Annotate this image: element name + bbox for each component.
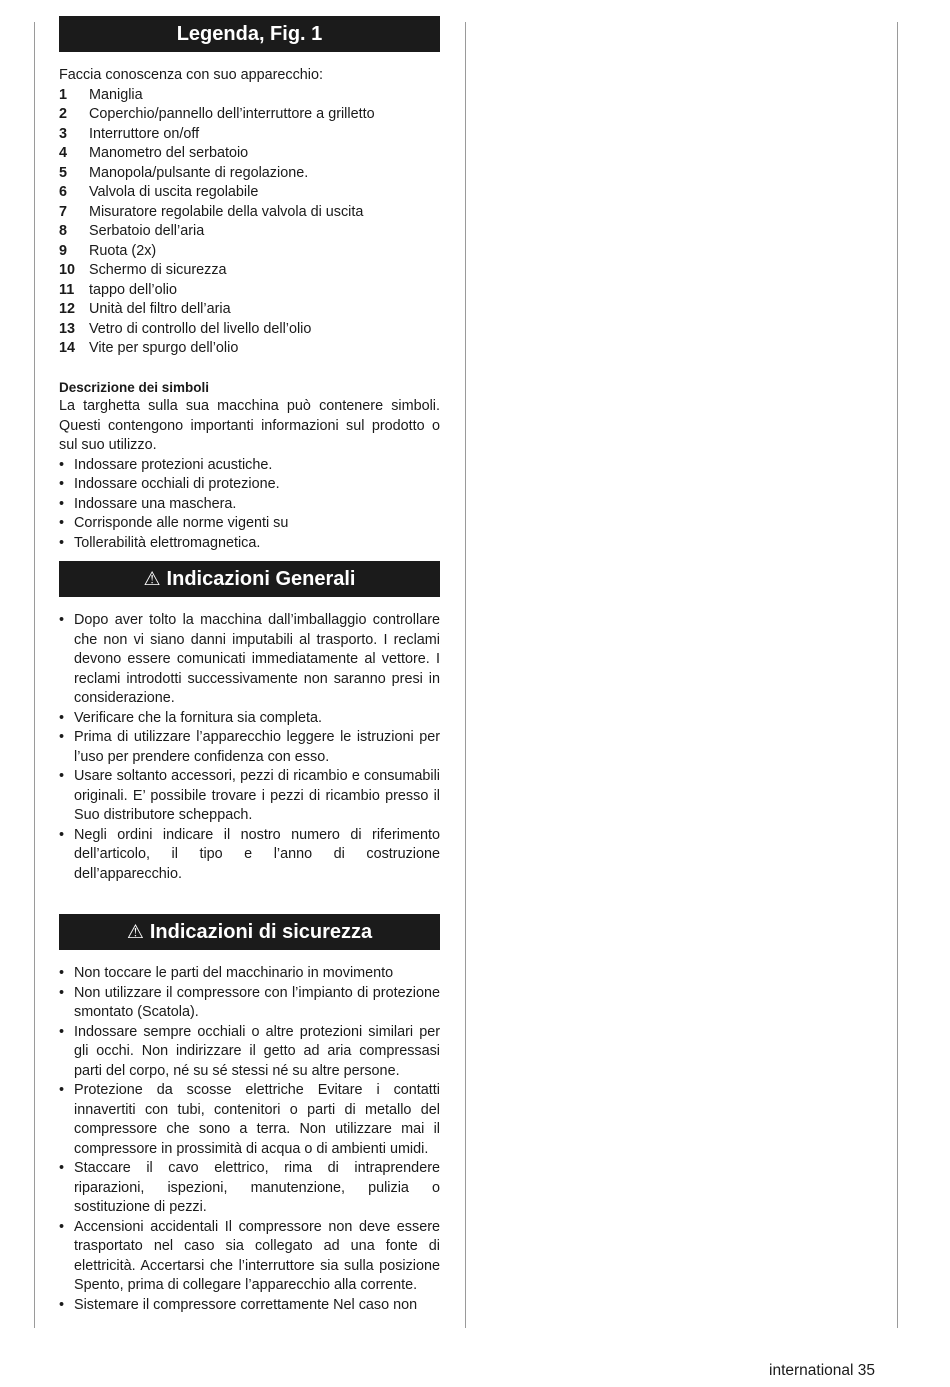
legend-item-number: 12 — [59, 301, 76, 317]
symbols-text: La targhetta sulla sua macchina può contenere simboli. Questi contengono importanti informazioni sul prodotto o sul suo utilizzo. — [59, 398, 440, 453]
legend-item-label: Manopola/pulsante di regolazione. — [89, 164, 309, 181]
legend-item-number: 1 — [59, 86, 68, 103]
safety-item: • Protezione da scosse elettriche Evitare i contatti innavertiti con tubi, contenitori o parti di metallo del compressore che sono a terra. Non utilizzare mai il compressore in prossimità di acqua o di ambienti umidi. — [59, 1081, 440, 1159]
legend-item — [59, 222, 440, 242]
legend-item — [59, 86, 440, 106]
legend-item-number: 8 — [59, 223, 68, 239]
legend-item-label: Valvola di uscita regolabile — [89, 184, 259, 200]
symbol-item: • Indossare protezioni acustiche. — [59, 456, 440, 476]
legend-item-label: tappo dell’olio — [89, 281, 178, 298]
symbol-item: • Tollerabilità elettromagnetica. — [59, 534, 440, 554]
legend-item — [59, 300, 440, 320]
general-header — [59, 561, 440, 597]
legend-item — [59, 164, 440, 184]
symbols-heading: Descrizione dei simboli — [59, 379, 210, 395]
left-margin-rule — [34, 22, 35, 1328]
safety-list — [59, 964, 440, 1315]
safety-title: Indicazioni di sicurezza — [149, 921, 373, 943]
center-column-rule — [465, 22, 466, 1328]
legend-item-label: Vetro di controllo del livello dell’olio — [89, 320, 312, 337]
legend-item-label: Misuratore regolabile della valvola di uscita — [89, 203, 364, 220]
legend-item — [59, 183, 440, 203]
symbol-item: • Indossare una maschera. — [59, 495, 440, 515]
legend-item-number: 10 — [59, 262, 76, 278]
safety-item: • Staccare il cavo elettrico, rima di intraprendere riparazioni, ispezioni, manutenzione, pulizia o sostituzione di pezzi. — [59, 1159, 440, 1218]
legend-item-number: 5 — [59, 164, 68, 181]
legend-item — [59, 203, 440, 223]
symbols-list — [59, 456, 440, 554]
warning-triangle-icon: ⚠ — [143, 569, 161, 590]
legend-title: Legenda, Fig. 1 — [59, 16, 440, 52]
legend-item-number: 9 — [59, 242, 68, 259]
legend-item-label: Coperchio/pannello dell’interruttore a grilletto — [89, 106, 375, 122]
general-item: • Verificare che la fornitura sia completa. — [59, 709, 440, 729]
warning-triangle-icon: ⚠ — [126, 922, 144, 943]
safety-item: • Indossare sempre occhiali o altre protezioni similari per gli occhi. Non indirizzare il getto ad aria compressasi parti del corpo, né su sé stessi né su altre persone. — [59, 1023, 440, 1082]
left-column — [59, 16, 440, 1315]
legend-item — [59, 281, 440, 301]
legend-item-label: Unità del filtro dell’aria — [89, 301, 231, 317]
safety-header — [59, 914, 440, 950]
legend-item — [59, 125, 440, 145]
legend-item-number: 6 — [59, 184, 68, 200]
legend-item — [59, 320, 440, 340]
safety-item: • Non toccare le parti del macchinario in movimento — [59, 964, 440, 984]
symbols-section — [59, 378, 440, 554]
legend-item — [59, 242, 440, 262]
general-list — [59, 611, 440, 884]
safety-item: • Accensioni accidentali Il compressore non deve essere trasportato nel caso sia collegato ad una fonte di elettricità. Accertarsi che l’interruttore sia sulla posizione Spento, prima di collegare l’apparecchio alla corrente. — [59, 1218, 440, 1296]
legend-item-number: 14 — [59, 340, 76, 356]
safety-item: • Non utilizzare il compressore con l’impianto di protezione smontato (Scatola). — [59, 984, 440, 1023]
legend-item-number: 13 — [59, 320, 76, 337]
general-title: Indicazioni Generali — [166, 568, 356, 590]
legend-section — [59, 66, 440, 359]
legend-item-label: Interruttore on/off — [89, 125, 200, 142]
symbol-item: • Corrisponde alle norme vigenti su — [59, 514, 440, 534]
symbol-item: • Indossare occhiali di protezione. — [59, 475, 440, 495]
legend-item-label: Schermo di sicurezza — [89, 262, 227, 278]
right-margin-rule — [897, 22, 898, 1328]
legend-item-number: 3 — [59, 125, 68, 142]
legend-item — [59, 261, 440, 281]
legend-item-number: 7 — [59, 203, 68, 220]
general-item: • Usare soltanto accessori, pezzi di ricambio e consumabili originali. E’ possibile trovare i pezzi di ricambio presso il Suo distributore scheppach. — [59, 767, 440, 826]
legend-item — [59, 144, 440, 164]
legend-item-label: Ruota (2x) — [89, 242, 157, 259]
page-footer: international 35 — [769, 1362, 875, 1379]
legend-item-label: Maniglia — [89, 86, 143, 103]
legend-intro: Faccia conoscenza con suo apparecchio: — [59, 67, 323, 83]
legend-item — [59, 339, 440, 359]
legend-item-number: 4 — [59, 145, 68, 161]
legend-item-label: Vite per spurgo dell’olio — [89, 340, 239, 356]
legend-item-number: 2 — [59, 106, 68, 122]
general-item: • Dopo aver tolto la macchina dall’imballaggio controllare che non vi siano danni imputabili al trasporto. I reclami devono essere comunicati immediatamente al vettore. I reclami introdotti successivamente non saranno presi in considerazione. — [59, 611, 440, 709]
legend-list — [59, 86, 440, 359]
general-item: • Prima di utilizzare l’apparecchio leggere le istruzioni per l’uso per prendere confidenza con esso. — [59, 728, 440, 767]
legend-item-number: 11 — [59, 281, 75, 298]
general-item: • Negli ordini indicare il nostro numero di riferimento dell’articolo, il tipo e l’anno di costruzione dell’apparecchio. — [59, 826, 440, 885]
legend-item-label: Manometro del serbatoio — [89, 145, 249, 161]
legend-item-label: Serbatoio dell’aria — [89, 223, 205, 239]
legend-item — [59, 105, 440, 125]
safety-item: • Sistemare il compressore correttamente Nel caso non — [59, 1296, 440, 1316]
